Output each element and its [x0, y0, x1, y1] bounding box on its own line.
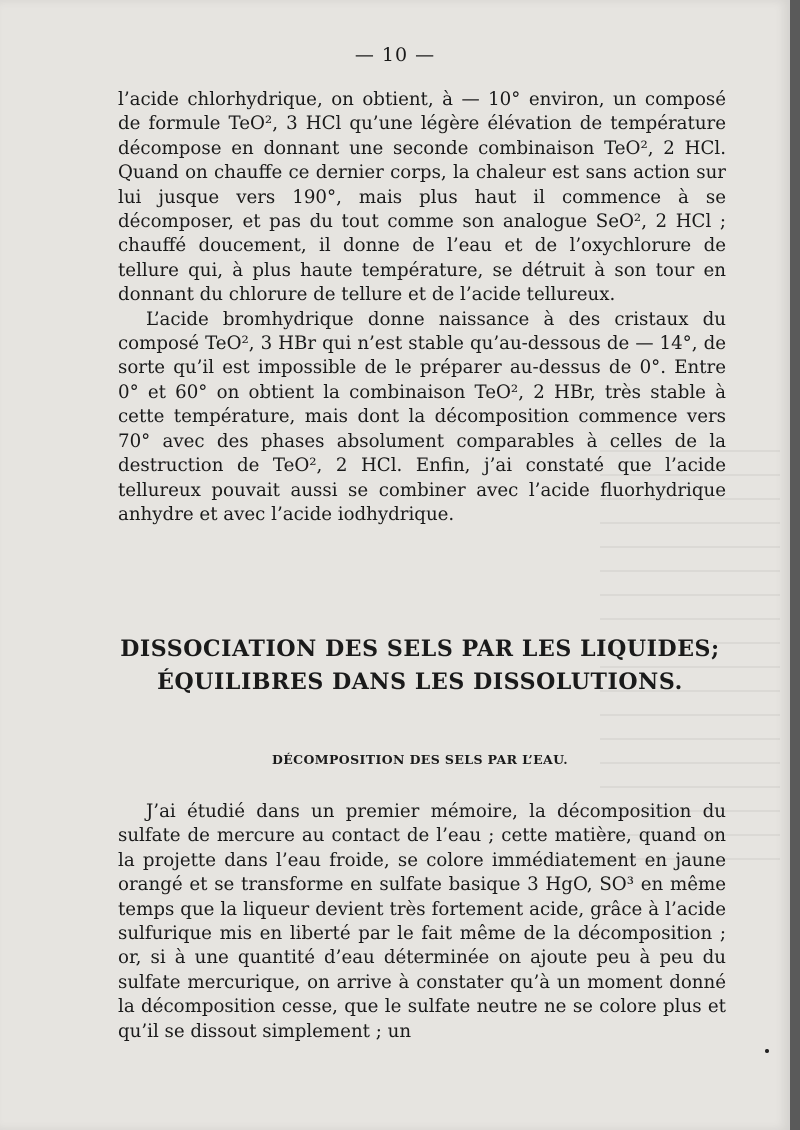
body-text-top: [118, 88, 726, 527]
section-title-line-1: DISSOCIATION DES SELS PAR LES LIQUIDES;: [120, 636, 720, 662]
section-title-line-2: ÉQUILIBRES DANS LES DISSOLUTIONS.: [157, 669, 683, 695]
paragraph-bromhydrique: [118, 308, 726, 528]
paragraph-bromhydrique-text: L’acide bromhydrique donne naissance à des cristaux du composé TeO², 3 HBr qui n’est stable qu’au-dessous de — 14°, de sorte qu’il est impossible de le préparer au-dessus de 0°. Entre 0° et 60° on obtient la combinaison TeO², 2 HBr, très stable à cette température, mais dont la décomposition commence vers 70° avec des phases absolument comparables à celles de la destruction de TeO², 2 HCl. Enfin, j’ai constaté que l’acide tellureux pouvait aussi se combiner avec l’acide fluorhydrique anhydre et avec l’acide iodhydrique.: [118, 308, 726, 525]
paragraph-sulfate-text: J’ai étudié dans un premier mémoire, la décomposition du sulfate de mercure au contact de l’eau ; cette matière, quand on la projette dans l’eau froide, se colore immédiatement en jaune orangé et se transforme en sulfate basique 3 HgO, SO³ en même temps que la liqueur devient très fortement acide, grâce à l’acide sulfurique mis en liberté par le fait même de la décomposition ; or, si à une quantité d’eau déterminée on ajoute peu à peu du sulfate mercurique, on arrive à constater qu’à un moment donné la décomposition cesse, que le sulfate neutre ne se colore plus et qu’il se dissout simplement ; un: [118, 801, 726, 1042]
subsection-title: DÉCOMPOSITION DES SELS PAR L’EAU.: [271, 752, 569, 767]
paragraph-continued: l’acide chlorhydrique, on obtient, à — 10° environ, un composé de formule TeO², 3 HCl qu’une légère élévation de température décompose en donnant une seconde combinaison TeO², 2 HCl. Quand on chauffe ce dernier corps, la chaleur est sans action sur lui jusque vers 190°, mais plus haut il commence à se décomposer, et pas du tout comme son analogue SeO², 2 HCl ; chauffé doucement, il donne de l’eau et de l’oxychlorure de tellure qui, à plus haute température, se détruit à son tour en donnant du chlorure de tellure et de l’acide tellureux.: [118, 89, 726, 306]
paragraph-sulfate: [118, 800, 726, 1044]
section-title: [100, 633, 740, 699]
ink-dot: [765, 1049, 769, 1053]
page-number: — 10 —: [354, 44, 436, 66]
body-text-bottom: [118, 800, 726, 1044]
